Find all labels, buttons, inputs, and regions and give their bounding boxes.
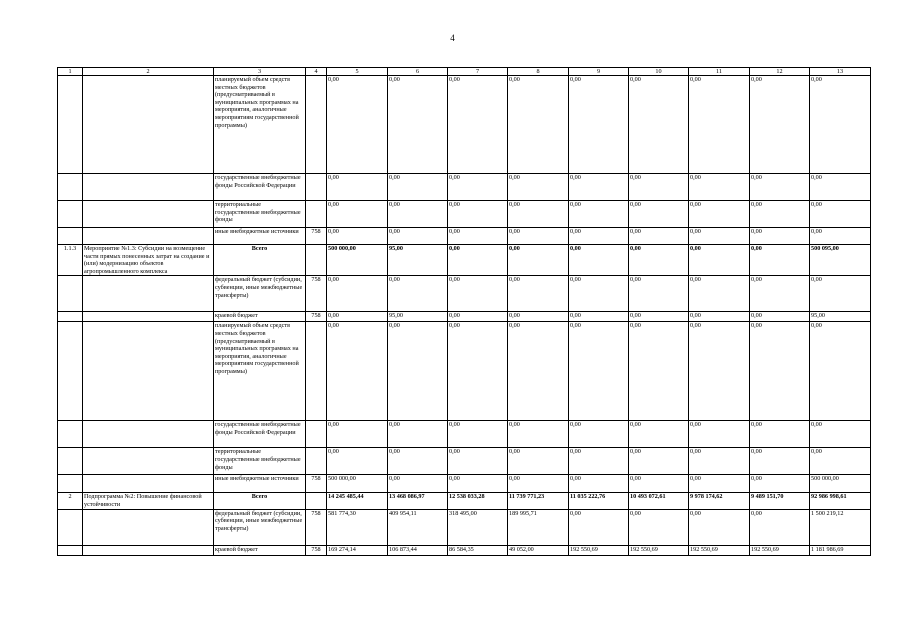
amount-cell: 0,00 [508, 245, 569, 276]
amount-cell: 0,00 [388, 201, 448, 228]
amount-cell: 14 245 485,44 [327, 493, 388, 509]
row-number-cell [58, 421, 83, 448]
budget-code-cell: 758 [306, 312, 327, 322]
program-name-cell [83, 545, 214, 555]
amount-cell: 0,00 [569, 174, 629, 201]
amount-cell: 11 035 222,76 [569, 493, 629, 509]
amount-cell: 192 550,69 [750, 545, 810, 555]
column-number-row [58, 68, 871, 76]
column-number-header: 8 [508, 68, 569, 76]
table-row [58, 475, 871, 493]
amount-cell: 0,00 [750, 509, 810, 545]
funding-source-cell: федеральный бюджет (субсидии, субвенции, иные межбюджетные трансферты) [214, 509, 306, 545]
amount-cell: 0,00 [569, 322, 629, 421]
table-row [58, 493, 871, 509]
amount-cell: 0,00 [750, 276, 810, 312]
amount-cell: 189 995,71 [508, 509, 569, 545]
budget-code-cell: 758 [306, 276, 327, 312]
amount-cell: 0,00 [689, 421, 750, 448]
amount-cell: 192 550,69 [629, 545, 689, 555]
amount-cell: 0,00 [388, 76, 448, 174]
amount-cell: 0,00 [569, 276, 629, 312]
amount-cell: 0,00 [689, 228, 750, 245]
program-name-cell: Мероприятие №1.3: Субсидии на возмещение части прямых понесенных затрат на создание и (или) модернизацию объектов агропромышленного комплекса [83, 245, 214, 276]
amount-cell: 0,00 [689, 245, 750, 276]
amount-cell: 0,00 [689, 276, 750, 312]
amount-cell: 0,00 [810, 276, 871, 312]
row-number-cell [58, 276, 83, 312]
amount-cell: 0,00 [388, 421, 448, 448]
amount-cell: 0,00 [810, 322, 871, 421]
amount-cell: 0,00 [750, 312, 810, 322]
program-name-cell [83, 276, 214, 312]
column-number-header: 2 [83, 68, 214, 76]
program-name-cell [83, 312, 214, 322]
amount-cell: 0,00 [750, 76, 810, 174]
table-row [58, 322, 871, 421]
amount-cell: 0,00 [750, 475, 810, 493]
amount-cell: 0,00 [689, 201, 750, 228]
amount-cell: 0,00 [569, 509, 629, 545]
amount-cell: 0,00 [629, 421, 689, 448]
amount-cell: 0,00 [629, 174, 689, 201]
funding-source-cell: планируемый объем средств местных бюджетов (предусматриваемый в муниципальных программах на мероприятия, аналогичные мероприятиям государственной программы) [214, 322, 306, 421]
amount-cell: 10 493 072,61 [629, 493, 689, 509]
amount-cell: 0,00 [750, 322, 810, 421]
amount-cell: 9 489 151,70 [750, 493, 810, 509]
row-number-cell [58, 448, 83, 475]
program-name-cell [83, 322, 214, 421]
budget-code-cell [306, 174, 327, 201]
amount-cell: 0,00 [810, 76, 871, 174]
budget-code-cell [306, 322, 327, 421]
row-number-cell [58, 76, 83, 174]
amount-cell: 0,00 [448, 475, 508, 493]
amount-cell: 0,00 [629, 76, 689, 174]
funding-source-cell: иные внебюджетные источники [214, 475, 306, 493]
amount-cell: 49 052,00 [508, 545, 569, 555]
amount-cell: 581 774,30 [327, 509, 388, 545]
funding-source-cell: краевой бюджет [214, 312, 306, 322]
amount-cell: 92 986 998,61 [810, 493, 871, 509]
column-number-header: 7 [448, 68, 508, 76]
table-row [58, 509, 871, 545]
funding-source-cell: Всего [214, 245, 306, 276]
amount-cell: 0,00 [750, 421, 810, 448]
amount-cell: 0,00 [508, 312, 569, 322]
amount-cell: 169 274,14 [327, 545, 388, 555]
amount-cell: 0,00 [629, 201, 689, 228]
funding-source-cell: территориальные государственные внебюджетные фонды [214, 201, 306, 228]
amount-cell: 0,00 [810, 228, 871, 245]
amount-cell: 192 550,69 [689, 545, 750, 555]
amount-cell: 0,00 [508, 421, 569, 448]
row-number-cell [58, 509, 83, 545]
row-number-cell: 1.1.3 [58, 245, 83, 276]
program-name-cell: Подпрограмма №2: Повышение финансовой устойчивости [83, 493, 214, 509]
table-row [58, 76, 871, 174]
program-name-cell [83, 448, 214, 475]
amount-cell: 0,00 [750, 245, 810, 276]
amount-cell: 0,00 [569, 228, 629, 245]
amount-cell: 0,00 [327, 201, 388, 228]
amount-cell: 500 095,00 [810, 245, 871, 276]
amount-cell: 0,00 [508, 448, 569, 475]
amount-cell: 0,00 [689, 174, 750, 201]
amount-cell: 1 500 219,12 [810, 509, 871, 545]
amount-cell: 0,00 [689, 509, 750, 545]
budget-code-cell [306, 201, 327, 228]
amount-cell: 95,00 [388, 245, 448, 276]
amount-cell: 0,00 [689, 322, 750, 421]
table-row [58, 448, 871, 475]
page-number: 4 [450, 33, 455, 43]
funding-source-cell: краевой бюджет [214, 545, 306, 555]
amount-cell: 409 954,11 [388, 509, 448, 545]
column-number-header: 5 [327, 68, 388, 76]
amount-cell: 0,00 [448, 312, 508, 322]
amount-cell: 0,00 [508, 201, 569, 228]
amount-cell: 0,00 [629, 245, 689, 276]
amount-cell: 0,00 [810, 421, 871, 448]
amount-cell: 0,00 [569, 448, 629, 475]
amount-cell: 0,00 [508, 475, 569, 493]
funding-source-cell: федеральный бюджет (субсидии, субвенции, иные межбюджетные трансферты) [214, 276, 306, 312]
amount-cell: 0,00 [388, 276, 448, 312]
program-name-cell [83, 174, 214, 201]
table-row [58, 276, 871, 312]
column-number-header: 3 [214, 68, 306, 76]
budget-code-cell: 758 [306, 545, 327, 555]
budget-code-cell [306, 493, 327, 509]
column-number-header: 9 [569, 68, 629, 76]
amount-cell: 0,00 [750, 448, 810, 475]
amount-cell: 0,00 [327, 448, 388, 475]
table-row [58, 174, 871, 201]
row-number-cell [58, 475, 83, 493]
amount-cell: 0,00 [508, 228, 569, 245]
amount-cell: 0,00 [569, 475, 629, 493]
amount-cell: 0,00 [388, 448, 448, 475]
row-number-cell [58, 174, 83, 201]
amount-cell: 0,00 [750, 201, 810, 228]
amount-cell: 0,00 [629, 509, 689, 545]
amount-cell: 11 739 771,23 [508, 493, 569, 509]
amount-cell: 95,00 [388, 312, 448, 322]
amount-cell: 0,00 [629, 322, 689, 421]
amount-cell: 0,00 [629, 312, 689, 322]
budget-code-cell: 758 [306, 475, 327, 493]
column-number-header: 4 [306, 68, 327, 76]
amount-cell: 0,00 [569, 76, 629, 174]
funding-source-cell: государственные внебюджетные фонды Российской Федерации [214, 421, 306, 448]
amount-cell: 13 468 086,97 [388, 493, 448, 509]
amount-cell: 0,00 [388, 228, 448, 245]
amount-cell: 0,00 [629, 475, 689, 493]
amount-cell: 0,00 [448, 174, 508, 201]
amount-cell: 0,00 [689, 76, 750, 174]
column-number-header: 10 [629, 68, 689, 76]
column-number-header: 12 [750, 68, 810, 76]
amount-cell: 500 000,00 [327, 245, 388, 276]
amount-cell: 0,00 [689, 475, 750, 493]
amount-cell: 0,00 [327, 276, 388, 312]
amount-cell: 0,00 [810, 174, 871, 201]
row-number-cell [58, 322, 83, 421]
program-name-cell [83, 76, 214, 174]
amount-cell: 0,00 [508, 322, 569, 421]
amount-cell: 86 584,35 [448, 545, 508, 555]
amount-cell: 0,00 [569, 201, 629, 228]
amount-cell: 0,00 [448, 228, 508, 245]
column-number-header: 6 [388, 68, 448, 76]
budget-code-cell: 758 [306, 228, 327, 245]
amount-cell: 0,00 [508, 174, 569, 201]
amount-cell: 0,00 [327, 421, 388, 448]
amount-cell: 0,00 [750, 228, 810, 245]
row-number-cell [58, 228, 83, 245]
amount-cell: 0,00 [448, 448, 508, 475]
amount-cell: 0,00 [569, 312, 629, 322]
program-name-cell [83, 475, 214, 493]
table-row [58, 421, 871, 448]
amount-cell: 0,00 [388, 322, 448, 421]
row-number-cell: 2 [58, 493, 83, 509]
amount-cell: 0,00 [689, 312, 750, 322]
program-name-cell [83, 201, 214, 228]
program-name-cell [83, 228, 214, 245]
budget-code-cell: 758 [306, 509, 327, 545]
budget-table [57, 67, 871, 556]
funding-source-cell: планируемый объем средств местных бюджетов (предусматриваемый в муниципальных программах на мероприятия, аналогичные мероприятиям государственной программы) [214, 76, 306, 174]
amount-cell: 0,00 [327, 228, 388, 245]
amount-cell: 0,00 [448, 76, 508, 174]
amount-cell: 0,00 [327, 76, 388, 174]
budget-code-cell [306, 245, 327, 276]
table-row [58, 545, 871, 555]
column-number-header: 11 [689, 68, 750, 76]
program-name-cell [83, 509, 214, 545]
table-row [58, 228, 871, 245]
amount-cell: 0,00 [448, 201, 508, 228]
amount-cell: 0,00 [508, 276, 569, 312]
amount-cell: 0,00 [448, 421, 508, 448]
row-number-cell [58, 312, 83, 322]
amount-cell: 0,00 [629, 228, 689, 245]
amount-cell: 0,00 [327, 322, 388, 421]
amount-cell: 0,00 [448, 322, 508, 421]
amount-cell: 9 978 174,62 [689, 493, 750, 509]
amount-cell: 0,00 [750, 174, 810, 201]
amount-cell: 12 538 033,28 [448, 493, 508, 509]
amount-cell: 0,00 [629, 448, 689, 475]
amount-cell: 0,00 [569, 421, 629, 448]
amount-cell: 0,00 [388, 475, 448, 493]
amount-cell: 106 873,44 [388, 545, 448, 555]
budget-code-cell [306, 421, 327, 448]
row-number-cell [58, 201, 83, 228]
table-row [58, 312, 871, 322]
amount-cell: 0,00 [327, 312, 388, 322]
column-number-header: 1 [58, 68, 83, 76]
amount-cell: 0,00 [327, 174, 388, 201]
amount-cell: 0,00 [629, 276, 689, 312]
amount-cell: 95,00 [810, 312, 871, 322]
program-name-cell [83, 421, 214, 448]
amount-cell: 0,00 [810, 201, 871, 228]
table-row [58, 201, 871, 228]
amount-cell: 0,00 [448, 245, 508, 276]
amount-cell: 500 000,00 [327, 475, 388, 493]
budget-code-cell [306, 76, 327, 174]
row-number-cell [58, 545, 83, 555]
amount-cell: 0,00 [810, 448, 871, 475]
table-body [58, 68, 871, 556]
funding-source-cell: территориальные государственные внебюджетные фонды [214, 448, 306, 475]
funding-source-cell: Всего [214, 493, 306, 509]
amount-cell: 500 000,00 [810, 475, 871, 493]
funding-source-cell: иные внебюджетные источники [214, 228, 306, 245]
amount-cell: 192 550,69 [569, 545, 629, 555]
amount-cell: 0,00 [569, 245, 629, 276]
amount-cell: 318 495,00 [448, 509, 508, 545]
budget-code-cell [306, 448, 327, 475]
amount-cell: 1 181 986,69 [810, 545, 871, 555]
column-number-header: 13 [810, 68, 871, 76]
amount-cell: 0,00 [448, 276, 508, 312]
amount-cell: 0,00 [689, 448, 750, 475]
table-row [58, 245, 871, 276]
funding-source-cell: государственные внебюджетные фонды Российской Федерации [214, 174, 306, 201]
amount-cell: 0,00 [508, 76, 569, 174]
amount-cell: 0,00 [388, 174, 448, 201]
